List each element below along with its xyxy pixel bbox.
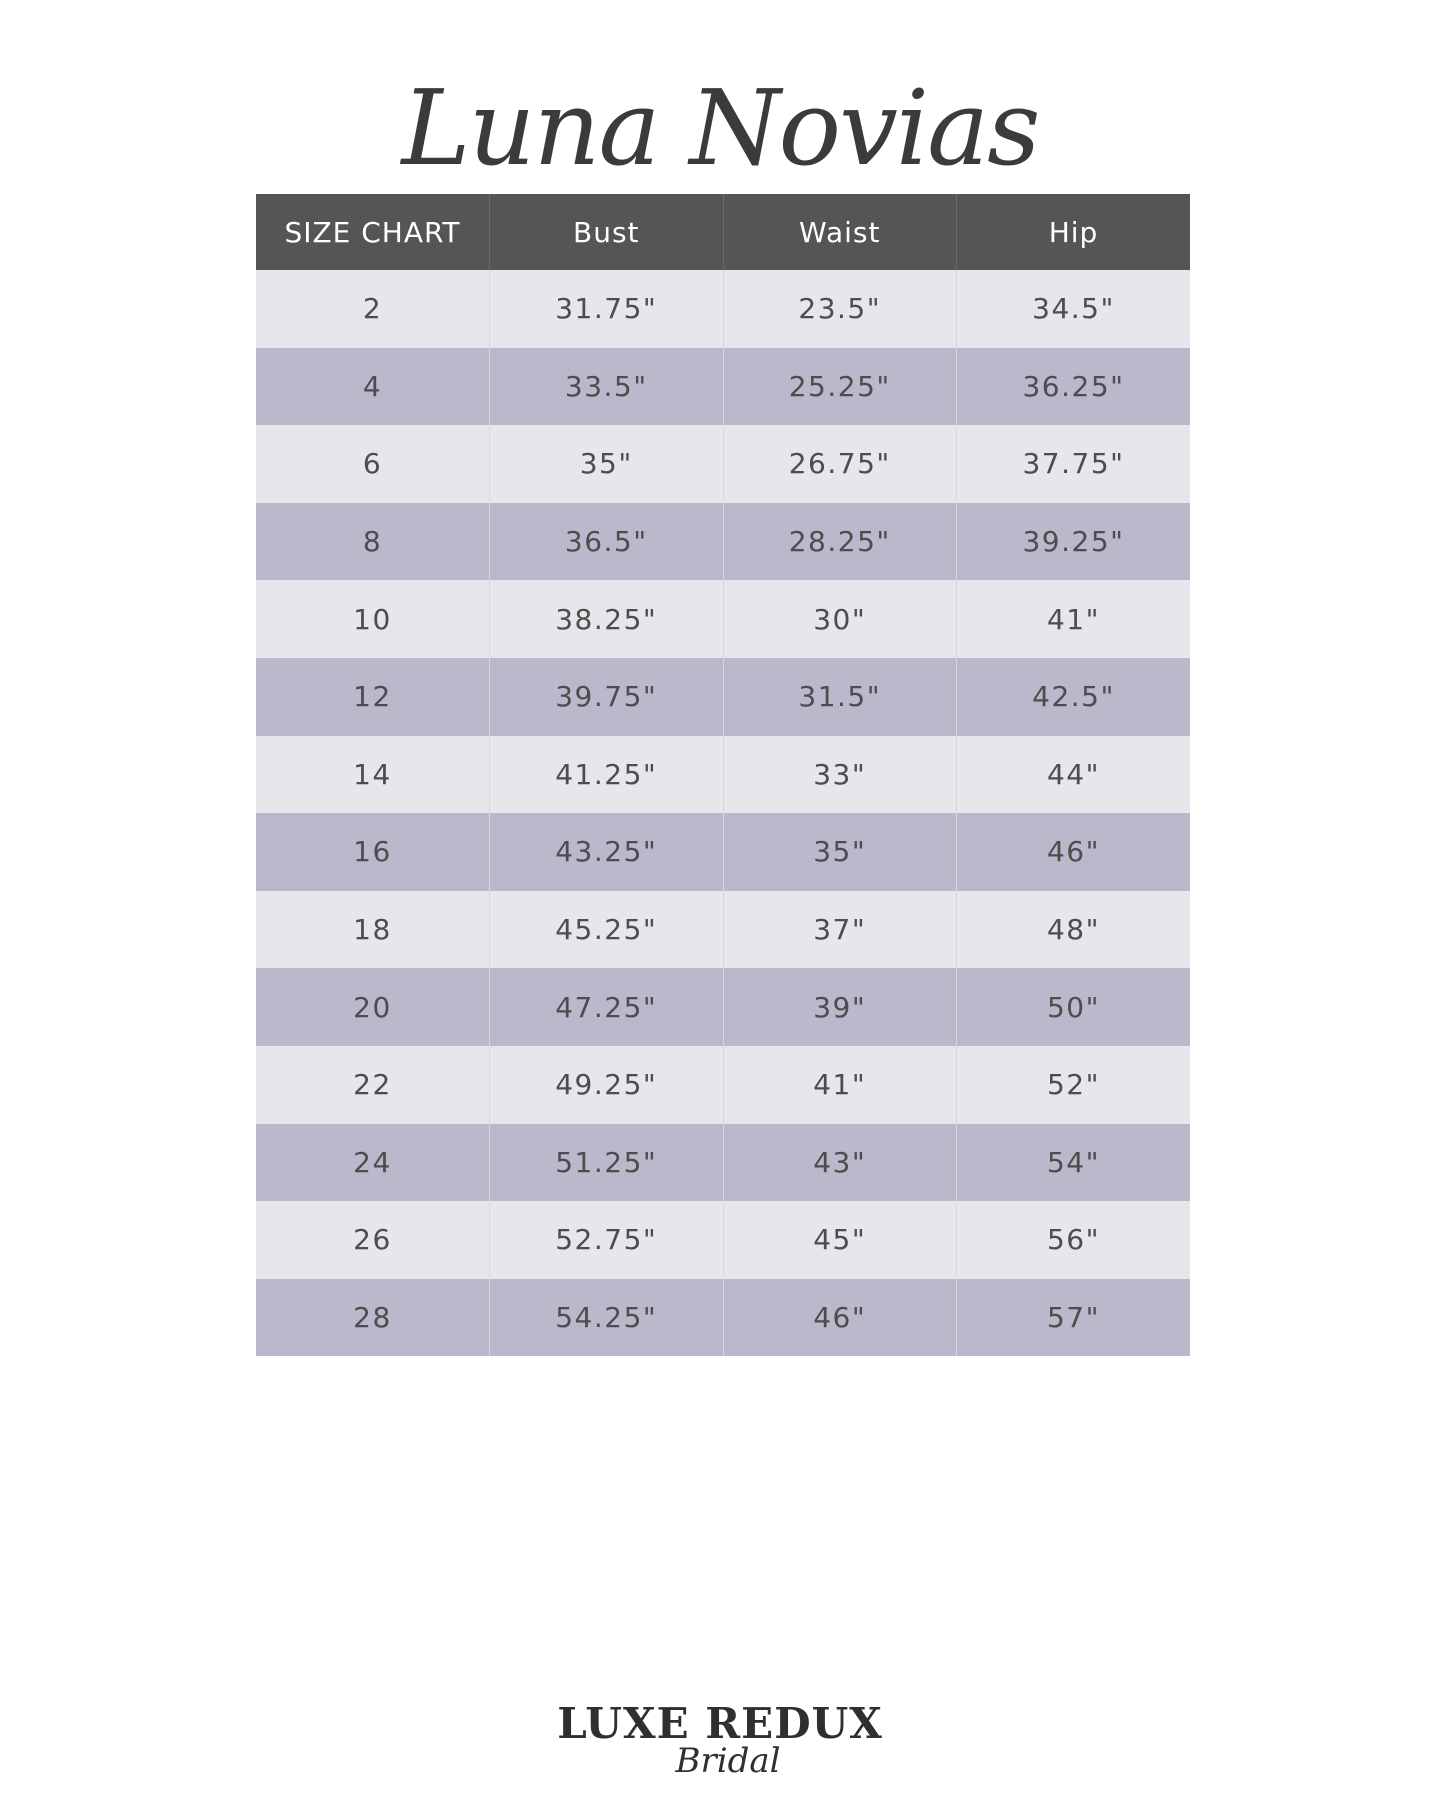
cell-hip: 57" <box>957 1279 1191 1357</box>
cell-bust: 47.25" <box>490 968 724 1046</box>
table-row <box>256 270 1190 348</box>
table-row <box>256 658 1190 736</box>
table-row <box>256 503 1190 581</box>
cell-waist: 45" <box>723 1201 957 1279</box>
cell-hip: 36.25" <box>957 348 1191 426</box>
cell-hip: 42.5" <box>957 658 1191 736</box>
table-row <box>256 813 1190 891</box>
header-bust: Bust <box>490 194 724 270</box>
cell-size: 24 <box>256 1124 490 1202</box>
cell-bust: 49.25" <box>490 1046 724 1124</box>
cell-waist: 41" <box>723 1046 957 1124</box>
header-size-chart: SIZE CHART <box>256 194 490 270</box>
cell-waist: 26.75" <box>723 425 957 503</box>
table-row <box>256 425 1190 503</box>
cell-waist: 25.25" <box>723 348 957 426</box>
cell-size: 8 <box>256 503 490 581</box>
brand-script-logo <box>401 56 1039 206</box>
cell-bust: 36.5" <box>490 503 724 581</box>
table-row <box>256 891 1190 969</box>
brand-title-text: Luna Novias <box>401 67 1039 189</box>
cell-size: 22 <box>256 1046 490 1124</box>
cell-waist: 39" <box>723 968 957 1046</box>
cell-size: 4 <box>256 348 490 426</box>
table-row <box>256 348 1190 426</box>
cell-bust: 31.75" <box>490 270 724 348</box>
cell-hip: 52" <box>957 1046 1191 1124</box>
cell-waist: 35" <box>723 813 957 891</box>
cell-hip: 56" <box>957 1201 1191 1279</box>
cell-waist: 43" <box>723 1124 957 1202</box>
cell-bust: 41.25" <box>490 736 724 814</box>
cell-hip: 39.25" <box>957 503 1191 581</box>
header-hip: Hip <box>957 194 1191 270</box>
cell-size: 16 <box>256 813 490 891</box>
logo-sub-text: Bridal <box>675 1741 781 1781</box>
cell-bust: 33.5" <box>490 348 724 426</box>
cell-bust: 38.25" <box>490 580 724 658</box>
luxe-redux-logo <box>557 1690 883 1790</box>
cell-hip: 44" <box>957 736 1191 814</box>
table-row <box>256 1279 1190 1357</box>
cell-size: 26 <box>256 1201 490 1279</box>
cell-hip: 54" <box>957 1124 1191 1202</box>
logo-main-text: LUXE REDUX <box>557 1699 883 1748</box>
cell-waist: 30" <box>723 580 957 658</box>
cell-bust: 45.25" <box>490 891 724 969</box>
cell-bust: 51.25" <box>490 1124 724 1202</box>
cell-size: 12 <box>256 658 490 736</box>
table-header-row <box>256 194 1190 270</box>
cell-waist: 37" <box>723 891 957 969</box>
cell-hip: 48" <box>957 891 1191 969</box>
cell-waist: 31.5" <box>723 658 957 736</box>
cell-waist: 23.5" <box>723 270 957 348</box>
cell-bust: 43.25" <box>490 813 724 891</box>
brand-title <box>0 56 1440 206</box>
cell-size: 10 <box>256 580 490 658</box>
table-row <box>256 968 1190 1046</box>
cell-hip: 34.5" <box>957 270 1191 348</box>
table-row <box>256 1046 1190 1124</box>
table-row <box>256 736 1190 814</box>
cell-size: 18 <box>256 891 490 969</box>
cell-hip: 46" <box>957 813 1191 891</box>
cell-size: 20 <box>256 968 490 1046</box>
table-row <box>256 580 1190 658</box>
size-chart-table <box>256 194 1190 1356</box>
cell-bust: 54.25" <box>490 1279 724 1357</box>
table-body <box>256 270 1190 1356</box>
cell-size: 14 <box>256 736 490 814</box>
cell-hip: 37.75" <box>957 425 1191 503</box>
table-row <box>256 1201 1190 1279</box>
cell-size: 28 <box>256 1279 490 1357</box>
cell-size: 2 <box>256 270 490 348</box>
footer-logo <box>0 1690 1440 1790</box>
cell-waist: 46" <box>723 1279 957 1357</box>
table-row <box>256 1124 1190 1202</box>
cell-bust: 52.75" <box>490 1201 724 1279</box>
header-waist: Waist <box>723 194 957 270</box>
cell-bust: 39.75" <box>490 658 724 736</box>
cell-hip: 41" <box>957 580 1191 658</box>
cell-waist: 28.25" <box>723 503 957 581</box>
cell-hip: 50" <box>957 968 1191 1046</box>
cell-waist: 33" <box>723 736 957 814</box>
cell-size: 6 <box>256 425 490 503</box>
cell-bust: 35" <box>490 425 724 503</box>
